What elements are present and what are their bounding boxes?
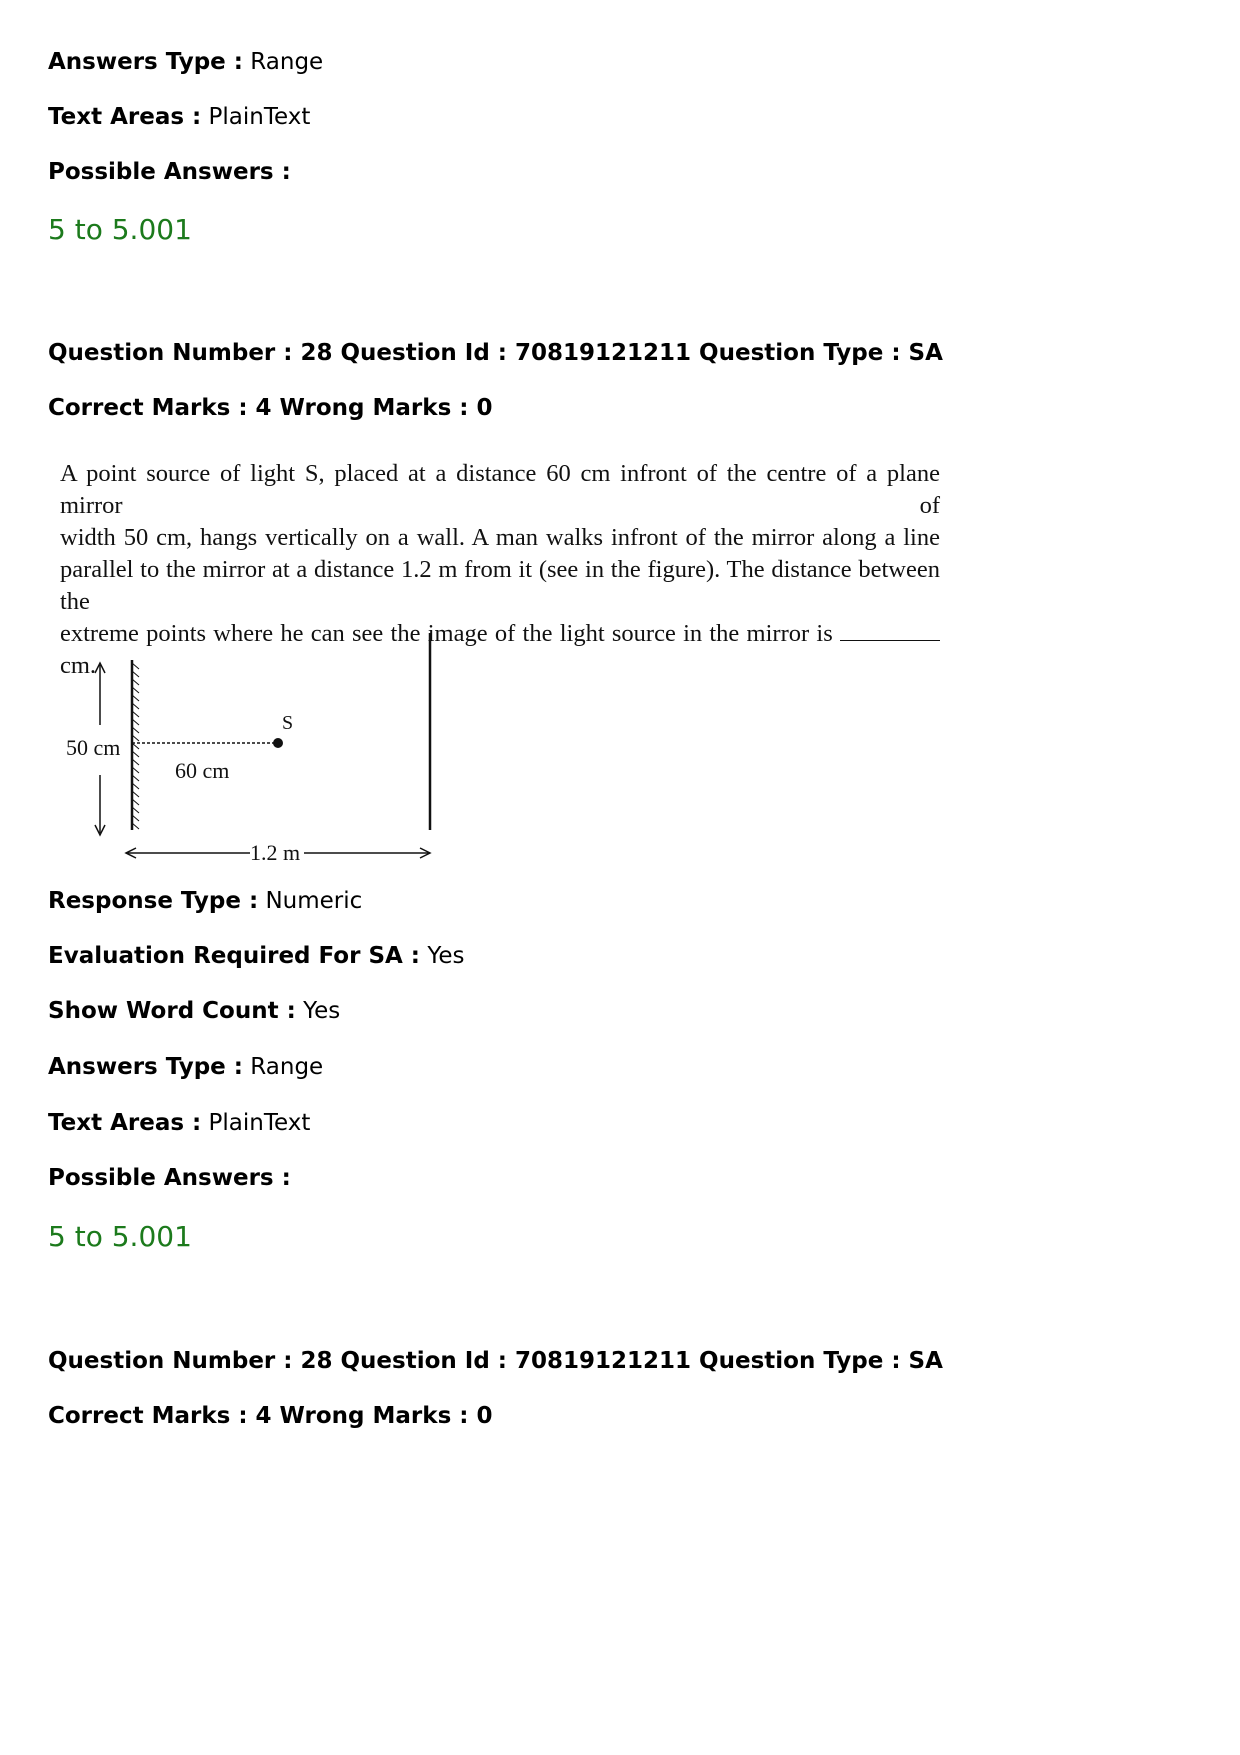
answer-blank xyxy=(840,622,940,641)
question-text-line: A point source of light S, placed at a distance 60 cm infront of the centre of a plane mirror of xyxy=(60,460,940,519)
possible-answers-row xyxy=(48,1163,291,1193)
text-areas-label: Text Areas : xyxy=(48,104,202,130)
show-word-count-row xyxy=(48,996,340,1026)
text-areas-row xyxy=(48,102,310,132)
possible-answer: 5 to 5.001 xyxy=(48,213,192,246)
response-type-value: Numeric xyxy=(265,888,363,914)
light-source-dot xyxy=(273,738,283,748)
text-areas-value: PlainText xyxy=(208,1110,311,1136)
evaluation-required-value: Yes xyxy=(427,943,465,969)
question-header xyxy=(48,338,943,368)
text-areas-label: Text Areas : xyxy=(48,1110,202,1136)
response-type-label: Response Type : xyxy=(48,888,259,914)
question-text-line: parallel to the mirror at a distance 1.2 m from it (see in the figure). The distance between the xyxy=(60,556,940,615)
man-distance-label: 1.2 m xyxy=(250,840,301,865)
evaluation-required-label: Evaluation Required For SA : xyxy=(48,943,421,969)
question-marks xyxy=(48,1401,492,1431)
show-word-count-value: Yes xyxy=(303,998,341,1024)
answers-type-row xyxy=(48,1052,323,1082)
answers-type-row xyxy=(48,47,323,77)
answers-type-label: Answers Type : xyxy=(48,1054,243,1080)
answers-type-value: Range xyxy=(250,1054,324,1080)
question-marks xyxy=(48,393,492,423)
mirror-figure xyxy=(60,625,460,865)
question-marks-text: Correct Marks : 4 Wrong Marks : 0 xyxy=(48,1403,493,1429)
mirror-width-label: 50 cm xyxy=(66,735,121,760)
question-header-text: Question Number : 28 Question Id : 70819121211 Question Type : SA xyxy=(48,1348,943,1374)
possible-answer: 5 to 5.001 xyxy=(48,1220,192,1253)
answers-type-label: Answers Type : xyxy=(48,49,243,75)
possible-answers-label: Possible Answers : xyxy=(48,159,291,185)
question-header xyxy=(48,1346,943,1376)
text-areas-value: PlainText xyxy=(208,104,311,130)
question-marks-text: Correct Marks : 4 Wrong Marks : 0 xyxy=(48,395,493,421)
question-text-unit: cm. xyxy=(60,652,97,679)
question-text-line: extreme points where he can see the image of the light source in the mirror is xyxy=(60,620,833,647)
answers-type-value: Range xyxy=(250,49,324,75)
source-distance-label: 60 cm xyxy=(175,758,230,783)
question-header-text: Question Number : 28 Question Id : 70819121211 Question Type : SA xyxy=(48,340,943,366)
possible-answers-row xyxy=(48,157,291,187)
text-areas-row xyxy=(48,1108,310,1138)
evaluation-required-row xyxy=(48,941,464,971)
response-type-row xyxy=(48,886,362,916)
source-label: S xyxy=(282,712,294,734)
possible-answers-label: Possible Answers : xyxy=(48,1165,291,1191)
show-word-count-label: Show Word Count : xyxy=(48,998,296,1024)
question-text-line: width 50 cm, hangs vertically on a wall. A man walks infront of the mirror along a line xyxy=(60,524,940,551)
